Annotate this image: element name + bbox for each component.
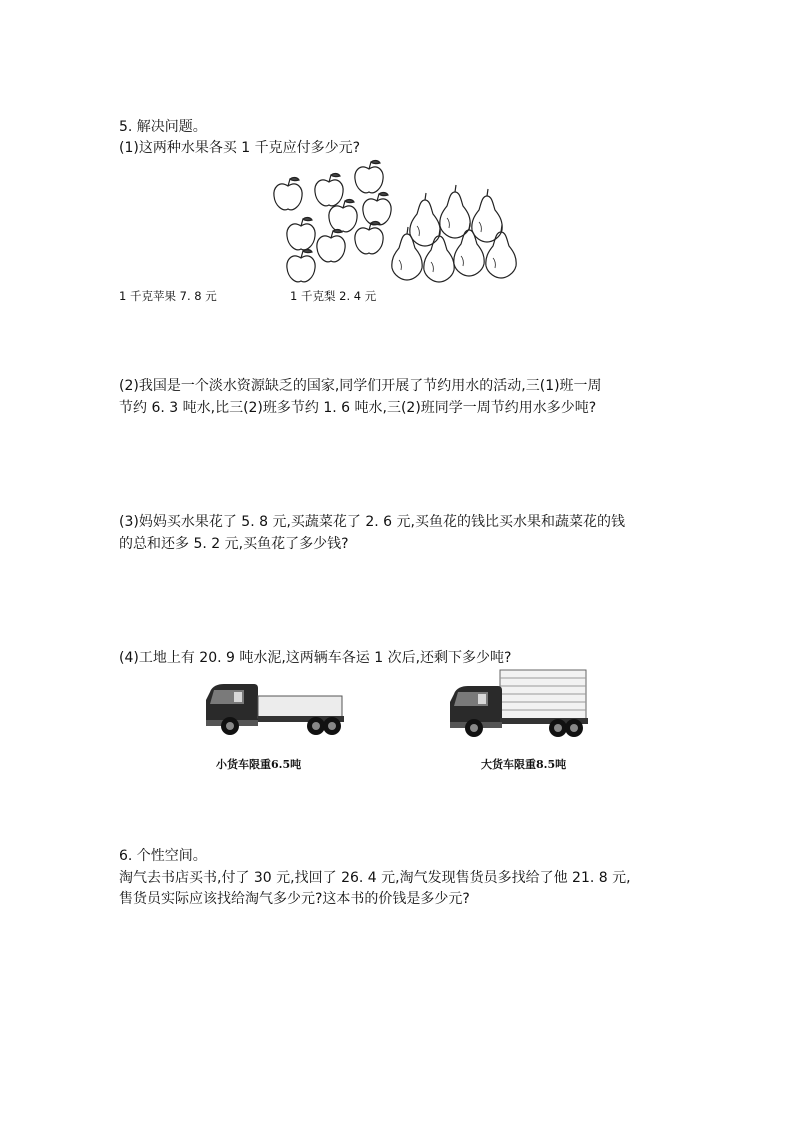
- pears-illustration: [388, 188, 523, 288]
- small-truck-label: 小货车限重6.5吨: [216, 758, 302, 771]
- small-truck-illustration: [204, 682, 346, 738]
- apple-icon: [315, 173, 343, 205]
- apple-icon: [287, 249, 315, 281]
- question-4-text: (4)工地上有 20. 9 吨水泥,这两辆车各运 1 次后,还剩下多少吨?: [119, 650, 512, 666]
- question-2-line-1: (2)我国是一个淡水资源缺乏的国家,同学们开展了节约用水的活动,三(1)班一周: [119, 378, 602, 394]
- pear-price-label: 1 千克梨 2. 4 元: [290, 289, 377, 303]
- apple-icon: [317, 229, 345, 261]
- apple-icon: [287, 217, 315, 249]
- big-truck-illustration: [448, 668, 588, 740]
- question-2-line-2: 节约 6. 3 吨水,比三(2)班多节约 1. 6 吨水,三(2)班同学一周节约用水多少吨?: [119, 400, 597, 416]
- section6-line-2: 售货员实际应该找给淘气多少元?这本书的价钱是多少元?: [119, 891, 470, 907]
- question-1-text: (1)这两种水果各买 1 千克应付多少元?: [119, 140, 361, 156]
- apple-price-label: 1 千克苹果 7. 8 元: [119, 289, 217, 303]
- pear-icon: [440, 185, 470, 238]
- apple-icon: [355, 160, 383, 192]
- apple-icon: [274, 177, 302, 209]
- apple-icon: [363, 192, 391, 224]
- apple-icon: [355, 221, 383, 253]
- section6-title: 6. 个性空间。: [119, 848, 207, 864]
- section6-line-1: 淘气去书店买书,付了 30 元,找回了 26. 4 元,淘气发现售货员多找给了他 21. 8 元,: [119, 870, 631, 886]
- apples-illustration: [270, 160, 395, 285]
- pear-icon: [454, 223, 484, 276]
- question-3-line-2: 的总和还多 5. 2 元,买鱼花了多少钱?: [119, 536, 349, 552]
- apple-icon: [329, 199, 357, 231]
- pear-icon: [392, 227, 422, 280]
- section5-title: 5. 解决问题。: [119, 119, 207, 135]
- question-3-line-1: (3)妈妈买水果花了 5. 8 元,买蔬菜花了 2. 6 元,买鱼花的钱比买水果和蔬菜花的钱: [119, 514, 625, 530]
- big-truck-label: 大货车限重8.5吨: [481, 758, 567, 771]
